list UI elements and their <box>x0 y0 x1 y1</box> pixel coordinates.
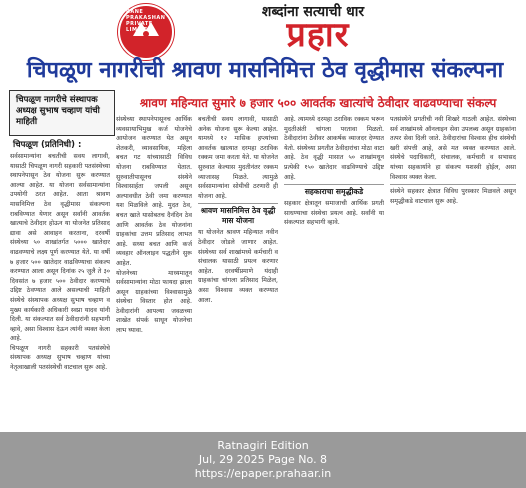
section-heading: श्रावण मासनिमित्त ठेव वृद्धी मास योजना <box>200 206 276 226</box>
article-byline: चिपळूण (प्रतिनिधी) : <box>13 140 82 150</box>
divider <box>284 184 384 185</box>
divider <box>198 203 278 204</box>
paragraph: योजनेच्या माध्यमातून सर्वसामान्यांना मोठा फायदा झाला असून ग्राहकांच्या विश्वासामुळे संस्थेचा विस्तार होत आहे. ठेवीदारांनी आपल्या जवळच्या शाखेत संपर्क साधून योजनेचा लाभ घ्यावा. <box>116 269 192 335</box>
article-column-1 <box>10 152 110 428</box>
article-column-3 <box>198 115 278 428</box>
paragraph: आहे. त्यामध्ये दरमहा ठराविक रक्कम भरून मुदतीअंती चांगला परतावा मिळतो. ठेवीदारांना ठेवीवर आकर्षक व्याजदर देण्यात येतो. संस्थेच्या प्रगतीत ठेवीदारांचा मोठा वाटा आहे. ठेव वृद्धी मासात ५० शाखांमधून प्रत्येकी १५० खातेदार वाढविण्याचे उद्दिष्ट आहे. <box>284 116 384 181</box>
article-column-4 <box>284 115 384 428</box>
article-column-5 <box>390 115 516 428</box>
masthead-tagline: शब्दांना सत्याची धार <box>261 4 365 20</box>
paragraph: सहकार क्षेत्रातून समाजाची आर्थिक प्रगती साधण्याचा संस्थेचा प्रयत्न आहे. सर्वांनी या संकल्पात सहभागी व्हावे. <box>284 200 384 227</box>
side-info-text: चिपळूण नागरीचे संस्थापक अध्यक्ष सुभाष चव्हाण यांची माहिती <box>16 95 100 127</box>
article-subheadline: श्रावण महिन्यात सुमारे ७ हजार ५०० आवर्तक खात्यांचे ठेवीदार वाढवण्याचा संकल्प <box>139 96 497 110</box>
article-column-2 <box>116 115 192 428</box>
epaper-url-link[interactable]: https://epaper.prahaar.in <box>194 467 332 480</box>
masthead <box>0 0 526 56</box>
divider <box>390 184 516 185</box>
edition-date-page: Jul, 29 2025 Page No. 8 <box>198 453 328 466</box>
article-headline: चिपळूण नागरीची श्रावण मासनिमित्त ठेव वृद्धीमास संकल्पना <box>26 58 504 83</box>
paragraph: बचतीची सवय लागावी, यासाठी अनेक योजना सुरू केल्या आहेत. यामध्ये १२ मासिक हप्त्यांच्या आवर्तक खात्यात दरमहा ठराविक रक्कम जमा करता येते. या योजनेत सुरुवात केल्यास मुदतीनंतर रक्कम व्याजासह मिळते. त्यामुळे सर्वसामान्यांना सोयीची ठरणारी ही योजना आहे. <box>198 116 278 200</box>
edition-name: Ratnagiri Edition <box>217 439 309 452</box>
paragraph: संस्थेने सहकार क्षेत्रात विविध पुरस्कार मिळवले असून समृद्धीकडे वाटचाल सुरू आहे. <box>390 188 516 205</box>
edition-footer <box>0 432 526 488</box>
paragraph: सर्वसामान्यांना बचतीची सवय लागावी, यासाठी चिपळूण नागरी सहकारी पतसंस्थेच्या स्थापनेपासून ठेव योजना सुरू करण्यात आल्या आहेत. या योजना सर्वसामान्यांना उपयोगी ठरत आहेत. आता श्रावण मासनिमित्त ठेव वृद्धीमास संकल्पना राबविण्यात येणार असून सर्वांनी आवर्तक खात्याचे ठेवीदार होऊन या योजनेत प्रतिसाद द्यावा असे आवाहन करताना, दरवर्षी संस्थेच्या ५० शाखांतर्गत ५००० खातेदार वाढवण्याचे लक्ष्य पूर्ण करण्यात येते. या वर्षी ७ हजार ५०० खातेदार वाढविण्याचा संकल्प करण्यात आला असून दिनांक २५ जुलै ते ३० दिवसांत ७ हजार ५०० ठेवीदार करण्याचे उद्दिष्ट ठेवण्यात आले असल्याची माहिती संस्थेचे संस्थापक अध्यक्ष सुभाष चव्हाण व मुख्य कार्यकारी अधिकारी स्वप्ना यादव यांनी दिली. या संकल्पात सर्व ठेवीदारांनी सहभागी व्हावे, असा विश्वास देऊन त्यांनी व्यक्त केला आहे. <box>10 153 110 343</box>
paragraph: संस्थेच्या स्थापनेपासूनच आर्थिक व्यवसायाभिमुख कर्ज योजनेचे आयोजन करण्यात येत असून शेतकरी, व्यावसायिक, महिला बचत गट यांच्यासाठी विविध योजना राबविण्यात येतात. सुरुवातीपासूनच संस्थेने विश्वासार्हता जपली असून अल्पावधीत ठेवी जमा करण्यात यश मिळविले आहे. मुदत ठेव, बचत खाते यासोबतच दैनंदिन ठेव आणि आवर्तक ठेव योजनांना ग्राहकांचा उत्तम प्रतिसाद लाभत आहे. सध्या बचत आणि कर्ज व्यवहार ऑनलाइन पद्धतीने सुरू आहेत. <box>116 116 192 267</box>
section-heading: सहकाराचा समृद्धीकडे <box>304 187 364 197</box>
newspaper-brand[interactable]: प्रहार <box>286 15 350 55</box>
paragraph: चिपळूण नागरी सहकारी पतसंस्थेचे संस्थापक अध्यक्ष सुभाष चव्हाण यांच्या नेतृत्वाखाली पतसंस्थेची वाटचाल सुरू आहे. <box>10 344 110 372</box>
logo-ring-text: RANE PRAKASHAN PRIVATE LIMITED <box>126 9 166 33</box>
paragraph: या योजनेत श्रावण महिन्यात नवीन ठेवीदार जोडले जाणार आहेत. संस्थेच्या सर्व शाखांमध्ये कर्मचारी व संचालक यासाठी प्रयत्न करणार आहेत. दरवर्षीप्रमाणे यंदाही ग्राहकांचा चांगला प्रतिसाद मिळेल, असा विश्वास व्यक्त करण्यात आला. <box>198 229 278 304</box>
side-info-box <box>9 90 115 136</box>
newspaper-logo[interactable] <box>118 4 174 60</box>
paragraph: पतसंस्थेने प्रगतीची नवी शिखरे गाठली आहेत. संस्थेच्या सर्व शाखांमध्ये ऑनलाइन सेवा उपलब्ध असून ग्राहकांना तत्पर सेवा दिली जाते. ठेवीदारांचा विश्वास हीच संस्थेची खरी संपत्ती आहे, असे मत व्यक्त करण्यात आले. संस्थेचे पदाधिकारी, संचालक, कर्मचारी व सभासद यांच्या सहकार्याने हा संकल्प यशस्वी होईल, असा विश्वास व्यक्त केला. <box>390 116 516 181</box>
